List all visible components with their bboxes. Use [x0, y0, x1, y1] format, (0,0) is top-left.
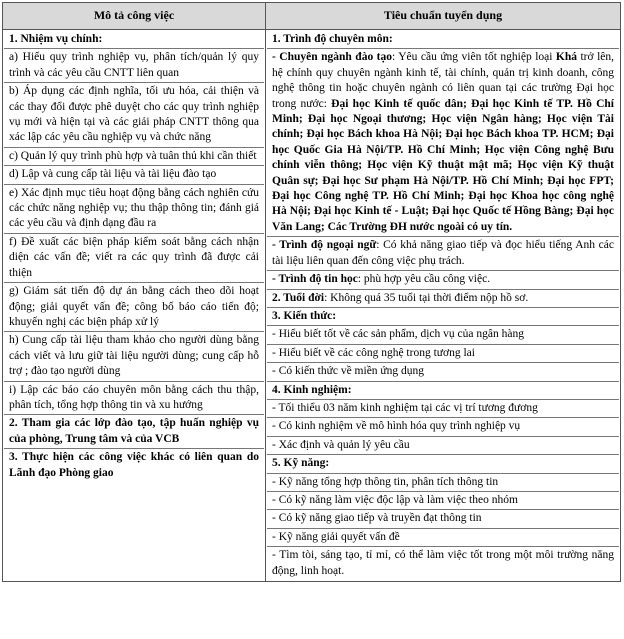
training-duty: 2. Tham gia các lớp đào tạo, tập huấn nghiệp vụ của phòng, Trung tâm và của VCB: [4, 414, 264, 448]
duty-item-h: h) Cung cấp tài liệu tham khảo cho người dùng bằng cách viết và lưu giữ tài liệu người dùng; cung cấp hỗ trợ ; đào tạo người dùng: [4, 331, 264, 380]
knowledge-item: - Hiểu biết về các công nghệ trong tương lai: [267, 344, 619, 362]
skill-item: - Có kỹ năng làm việc độc lập và làm việc theo nhóm: [267, 491, 619, 509]
header-job-description: Mô tả công việc: [3, 3, 266, 30]
job-description-table: [2, 2, 621, 582]
recruitment-criteria-cell: [266, 30, 621, 582]
language-text: : Có khả năng giao tiếp và đọc hiểu tiếng Anh các tài liệu liên quan đến công việc phụ trách.: [272, 239, 614, 267]
duty-item-b: b) Áp dụng các định nghĩa, tối ưu hóa, cải thiện và các thay đổi được phê duyệt cho các quy trình nghiệp vụ mới và hiện tại và các giải pháp CNTT thông qua xác lập các yêu cầu nghiệp vụ và chức năng: [4, 82, 264, 147]
duty-item-g: g) Giám sát tiến độ dự án bằng cách theo dõi hoạt động; giải quyết vấn đề; công bố báo cáo tiến độ; khuyến nghị các biện pháp xử lý: [4, 282, 264, 331]
skill-item: - Tìm tòi, sáng tạo, tỉ mỉ, có thể làm việc tốt trong một môi trường năng động, linh hoạt.: [267, 546, 619, 580]
experience-item: - Xác định và quản lý yêu cầu: [267, 436, 619, 454]
language-requirement: [267, 236, 619, 270]
duty-item-i: i) Lập các báo cáo chuyên môn bằng cách thu thập, phân tích, tổng hợp thông tin và xu hướng: [4, 381, 264, 415]
major-grade: Khá: [555, 51, 578, 64]
major-text: : Yêu cầu ứng viên tốt nghiệp loại: [392, 51, 556, 64]
duty-item-a: a) Hiểu quy trình nghiệp vụ, phân tích/quản lý quy trình và các yêu cầu CNTT liên quan: [4, 48, 264, 82]
other-duties: 3. Thực hiện các công việc khác có liên quan do Lãnh đạo Phòng giao: [4, 448, 264, 482]
header-recruitment-criteria: Tiêu chuẩn tuyển dụng: [266, 3, 621, 30]
age-text: : Không quá 35 tuổi tại thời điểm nộp hồ sơ.: [324, 291, 529, 304]
skills-title: 5. Kỹ năng:: [267, 454, 619, 472]
experience-title: 4. Kinh nghiệm:: [267, 381, 619, 399]
language-label: - Trình độ ngoại ngữ: [272, 239, 377, 252]
duty-item-c: c) Quản lý quy trình phù hợp và tuân thủ khi cần thiết: [4, 147, 264, 165]
major-label: - Chuyên ngành đào tạo: [272, 51, 392, 64]
duty-item-f: f) Đề xuất các biện pháp kiểm soát bằng cách nhận diện các vấn đề; viết ra các quy trình đã được cải thiện: [4, 233, 264, 282]
age-requirement: [267, 289, 619, 307]
it-text: : phù hợp yêu cầu công việc.: [357, 273, 491, 286]
job-description-cell: [3, 30, 266, 582]
experience-item: - Có kinh nghiệm về mô hình hóa quy trình nghiệp vụ: [267, 417, 619, 435]
duty-item-e: e) Xác định mục tiêu hoạt động bằng cách nghiên cứu các chức năng nghiệp vụ; thu thập thông tin; đánh giá các yêu cầu và định dạng đầu ra: [4, 184, 264, 233]
university-list: Đại học Kinh tế quốc dân; Đại học Kinh tế TP. Hồ Chí Minh; Đại học Ngoại thương; Học viện Ngân hàng; Học viện Tài chính; Đại học Bách khoa Hà Nội; Đại học Bách khoa TP. HCM; Đại học Quốc Gia Hà Nội/TP. Hồ Chí Minh; Học viện Công nghệ Bưu chính viễn thông; Học viện Kỹ thuật mật mã; Học viện Kỹ thuật Quân sự; Đại học Sư phạm Hà Nội/TP. Hồ Chí Minh; Đại học FPT; Đại học Công nghệ TP. Hồ Chí Minh; Đại học Khoa học công nghệ Hà Nội; Đại học Kinh tế - Luật; Đại học Quốc tế Hồng Bàng; Đại học Văn Lang; Các Trường ĐH nước ngoài có uy tín.: [272, 97, 614, 233]
knowledge-item: - Có kiến thức về miền ứng dụng: [267, 362, 619, 380]
it-label: - Trình độ tin học: [272, 273, 358, 286]
it-requirement: [267, 270, 619, 288]
age-label: 2. Tuổi đời: [272, 291, 325, 304]
qualification-title: 1. Trình độ chuyên môn:: [272, 33, 393, 45]
experience-item: - Tối thiểu 03 năm kinh nghiệm tại các vị trí tương đương: [267, 399, 619, 417]
duty-item-d: d) Lập và cung cấp tài liệu và tài liệu đào tạo: [4, 165, 264, 183]
skill-item: - Có kỹ năng giao tiếp và truyền đạt thông tin: [267, 509, 619, 527]
skill-item: - Kỹ năng giải quyết vấn đề: [267, 528, 619, 546]
main-duties-title: 1. Nhiệm vụ chính:: [9, 33, 103, 45]
knowledge-title: 3. Kiến thức:: [267, 307, 619, 325]
skill-item: - Kỹ năng tổng hợp thông tin, phân tích thông tin: [267, 473, 619, 491]
major-text-2: trở lên, hệ chính quy chuyên ngành kinh tế, tài chính, quản trị kinh doanh, công nghệ thông tin hoặc chuyên ngành có liên quan tại các trường Đại học trong nước:: [272, 51, 614, 110]
knowledge-item: - Hiểu biết tốt về các sản phẩm, dịch vụ của ngân hàng: [267, 325, 619, 343]
major-requirement: [267, 48, 619, 236]
